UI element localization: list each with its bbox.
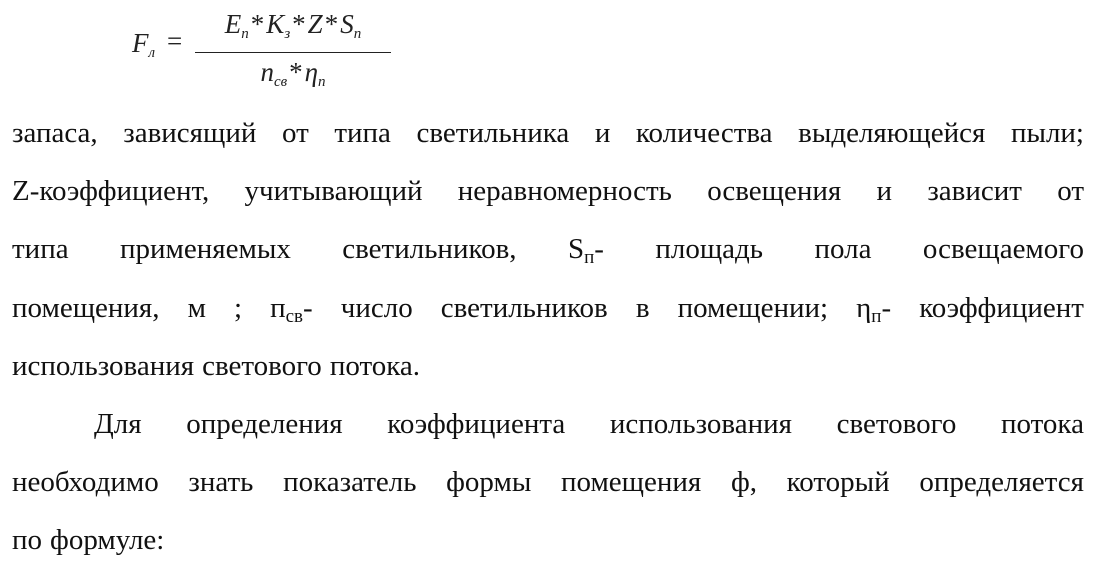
formula-luminous-flux xyxy=(132,6,392,90)
formula-denominator: $n_{св}*\eta_п$ xyxy=(260,57,326,90)
paragraph2-line1: Для определения коэффициента использования светового потока xyxy=(94,407,1084,440)
paragraph2-line2: необходимо знать показатель формы помещения ф, который определяется xyxy=(12,466,1084,499)
formula-equals: = xyxy=(167,26,183,56)
paragraph1-line3: типа применяемых светильников, $S_п-$ площадь пола освещаемого xyxy=(12,233,1084,269)
paragraph1-line1: запаса, зависящий от типа светильника и количества выделяющейся пыли; xyxy=(12,117,1084,149)
formula-lhs: $F_л$ xyxy=(132,28,156,61)
body-text xyxy=(12,113,1084,579)
formula-numerator: $E_п*K_з*Z*S_п$ xyxy=(224,9,362,42)
paragraph1-line5: использования светового потока. xyxy=(12,349,421,382)
formula-fraction xyxy=(195,8,391,98)
paragraph2-line3: по формуле: xyxy=(12,524,165,557)
paragraph1-line4: помещения, м ; $п_{св}-$ число светильников в помещении; $\eta_п-$ коэффициент xyxy=(12,291,1084,327)
formula-fraction-bar xyxy=(195,52,391,53)
paragraph1-line2: Z-коэффициент, учитывающий неравномерность освещения и зависит от xyxy=(12,175,1084,208)
